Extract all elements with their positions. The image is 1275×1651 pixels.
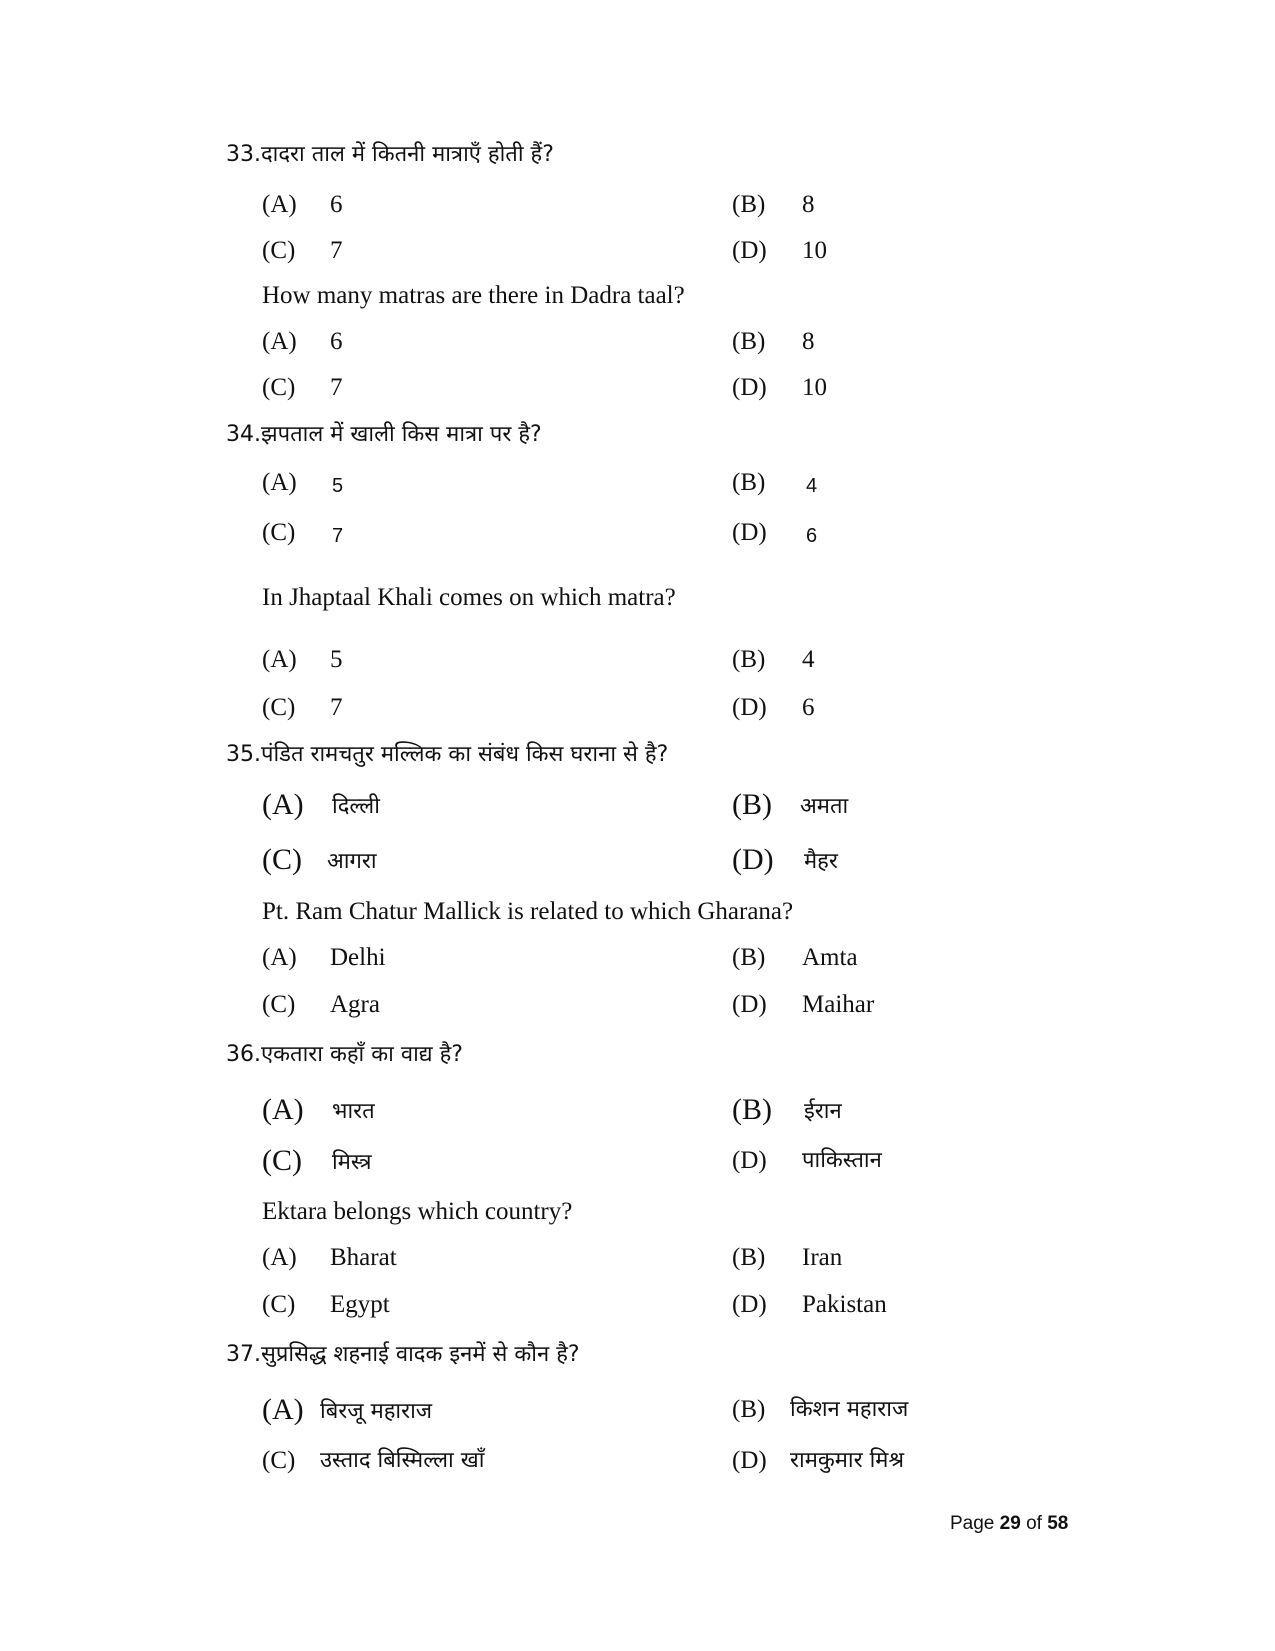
question-35-english: Pt. Ram Chatur Mallick is related to which Gharana? xyxy=(262,898,794,925)
page-number-footer xyxy=(950,1513,1068,1535)
question-37-hindi: 37.सुप्रसिद्ध शहनाई वादक इनमें से कौन है? xyxy=(226,1342,580,1367)
question-35-hindi: 35.पंडित रामचतुर मल्लिक का संबंध किस घराना से है? xyxy=(226,742,669,767)
q34-en-option-d: (D) 6 xyxy=(732,694,815,721)
question-33-english: How many matras are there in Dadra taal? xyxy=(262,282,685,309)
question-36-hindi: 36.एकतारा कहाँ का वाद्य है? xyxy=(226,1042,463,1067)
q34-en-option-b: (B) 4 xyxy=(732,646,815,673)
q33-en-option-b: (B) 8 xyxy=(732,328,815,355)
page-total: 58 xyxy=(1047,1513,1069,1534)
q33-en-option-c: (C) 7 xyxy=(262,374,343,401)
q35-hi-option-b: (B) अमता xyxy=(732,788,849,821)
q33-hi-option-d: (D) 10 xyxy=(732,237,827,264)
q36-en-option-d: (D) Pakistan xyxy=(732,1291,887,1318)
q34-hi-option-a: (A) 5 xyxy=(262,469,344,497)
q33-en-option-a: (A) 6 xyxy=(262,328,343,355)
q35-hi-option-c: (C) आगरा xyxy=(262,843,377,876)
of-word: of xyxy=(1026,1513,1042,1534)
q34-hi-option-d: (D) 6 xyxy=(732,519,818,547)
page-number: 29 xyxy=(999,1513,1021,1534)
q35-hi-option-d: (D) मैहर xyxy=(732,843,838,876)
q36-hi-option-a: (A) भारत xyxy=(262,1093,375,1126)
q37-hi-option-d: (D) रामकुमार मिश्र xyxy=(732,1447,905,1474)
q35-hi-option-a: (A) दिल्ली xyxy=(262,788,380,821)
question-34-hindi: 34.झपताल में खाली किस मात्रा पर है? xyxy=(226,422,542,447)
q34-en-option-a: (A) 5 xyxy=(262,646,343,673)
q33-en-option-d: (D) 10 xyxy=(732,374,827,401)
q34-hi-option-b: (B) 4 xyxy=(732,469,818,497)
q35-en-option-a: (A) Delhi xyxy=(262,944,386,971)
page-word: Page xyxy=(950,1513,995,1534)
q33-hi-option-b: (B) 8 xyxy=(732,191,815,218)
question-33-hindi: 33.दादरा ताल में कितनी मात्राएँ होती हैं? xyxy=(226,142,554,167)
q36-hi-option-c: (C) मिस्त्र xyxy=(262,1144,372,1177)
q37-hi-option-c: (C) उस्ताद बिस्मिल्ला खाँ xyxy=(262,1447,485,1474)
q36-en-option-a: (A) Bharat xyxy=(262,1244,397,1271)
q35-en-option-d: (D) Maihar xyxy=(732,991,875,1018)
q34-en-option-c: (C) 7 xyxy=(262,694,343,721)
q33-hi-option-c: (C) 7 xyxy=(262,237,343,264)
q35-en-option-c: (C) Agra xyxy=(262,991,380,1018)
q34-hi-option-c: (C) 7 xyxy=(262,519,344,547)
q36-en-option-c: (C) Egypt xyxy=(262,1291,390,1318)
question-34-english: In Jhaptaal Khali comes on which matra? xyxy=(262,584,676,611)
question-36-english: Ektara belongs which country? xyxy=(262,1198,573,1225)
q35-en-option-b: (B) Amta xyxy=(732,944,858,971)
q33-hi-option-a: (A) 6 xyxy=(262,191,343,218)
q36-hi-option-b: (B) ईरान xyxy=(732,1093,842,1126)
q36-hi-option-d: (D) पाकिस्तान xyxy=(732,1147,882,1174)
q37-hi-option-b: (B) किशन महाराज xyxy=(732,1396,909,1423)
q36-en-option-b: (B) Iran xyxy=(732,1244,843,1271)
q37-hi-option-a: (A) बिरजू महाराज xyxy=(262,1393,433,1426)
